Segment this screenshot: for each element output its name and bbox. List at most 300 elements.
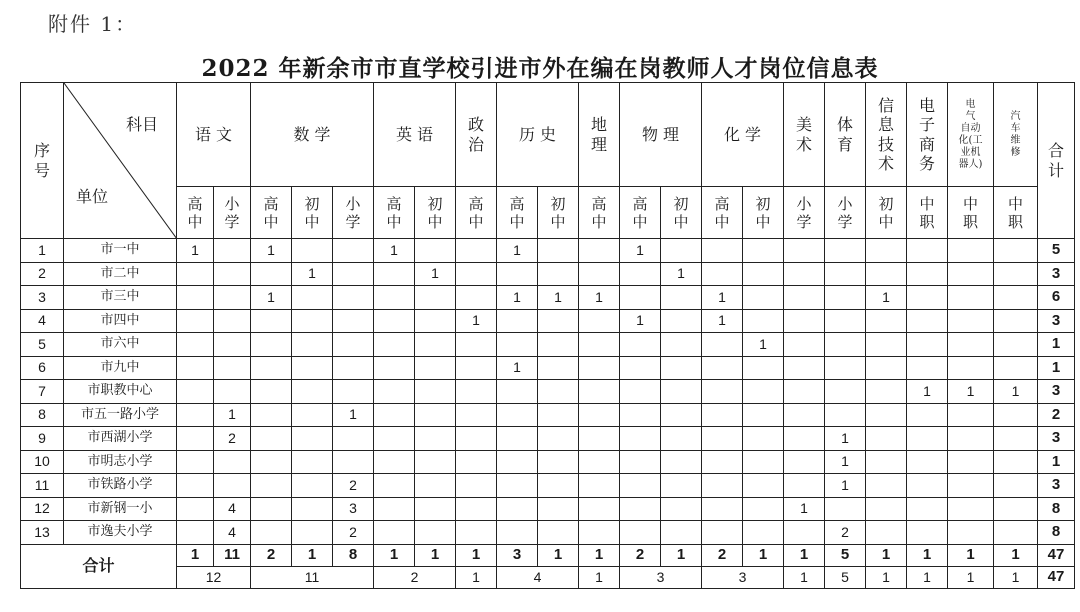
row-total: 3 — [1038, 380, 1075, 404]
position-count — [994, 427, 1038, 451]
position-count — [661, 403, 702, 427]
position-count — [177, 521, 214, 545]
position-count — [866, 262, 907, 286]
position-count — [743, 356, 784, 380]
position-count: 1 — [292, 262, 333, 286]
row-seq: 5 — [21, 333, 64, 357]
subject-sum: 1 — [948, 566, 994, 588]
position-count — [538, 450, 579, 474]
position-count — [456, 450, 497, 474]
position-count — [948, 286, 994, 310]
position-count — [579, 403, 620, 427]
position-count — [456, 427, 497, 451]
position-count: 1 — [456, 309, 497, 333]
position-count — [251, 262, 292, 286]
table-row — [21, 427, 1075, 451]
position-count — [743, 239, 784, 263]
position-count — [374, 333, 415, 357]
level-header: 中 职 — [907, 187, 948, 239]
subject-sum: 1 — [784, 566, 825, 588]
position-count — [374, 286, 415, 310]
row-seq: 12 — [21, 497, 64, 521]
position-count — [497, 309, 538, 333]
level-sum: 5 — [825, 544, 866, 566]
sum-label: 合计 — [21, 544, 177, 588]
table-row — [21, 521, 1075, 545]
position-count — [415, 521, 456, 545]
position-count — [415, 497, 456, 521]
position-count — [456, 380, 497, 404]
level-sum: 1 — [292, 544, 333, 566]
position-count — [994, 403, 1038, 427]
position-count — [538, 309, 579, 333]
position-count — [825, 239, 866, 263]
grand-total: 47 — [1038, 544, 1075, 566]
position-count — [784, 262, 825, 286]
subject-header: 数 学 — [251, 83, 374, 187]
level-sum: 1 — [743, 544, 784, 566]
position-count — [702, 262, 743, 286]
level-sum: 11 — [214, 544, 251, 566]
position-count — [743, 380, 784, 404]
position-count: 4 — [214, 521, 251, 545]
position-count: 1 — [415, 262, 456, 286]
position-count — [948, 450, 994, 474]
table-row — [21, 309, 1075, 333]
position-count — [743, 427, 784, 451]
position-count — [907, 309, 948, 333]
table-row — [21, 333, 1075, 357]
position-count — [251, 309, 292, 333]
position-count — [374, 309, 415, 333]
position-count — [251, 356, 292, 380]
position-count — [579, 309, 620, 333]
position-count — [292, 427, 333, 451]
level-header: 高 中 — [374, 187, 415, 239]
row-total: 8 — [1038, 521, 1075, 545]
position-count — [743, 309, 784, 333]
row-seq: 1 — [21, 239, 64, 263]
school-name: 市逸夫小学 — [64, 521, 177, 545]
row-total: 5 — [1038, 239, 1075, 263]
row-seq: 11 — [21, 474, 64, 498]
subject-header: 化 学 — [702, 83, 784, 187]
level-header: 初 中 — [538, 187, 579, 239]
position-count — [743, 450, 784, 474]
position-count: 1 — [825, 474, 866, 498]
position-count — [333, 356, 374, 380]
position-count: 4 — [214, 497, 251, 521]
school-name: 市二中 — [64, 262, 177, 286]
position-count — [497, 333, 538, 357]
position-count — [415, 309, 456, 333]
position-count — [538, 427, 579, 451]
level-sum: 2 — [251, 544, 292, 566]
row-seq: 7 — [21, 380, 64, 404]
subject-header: 历 史 — [497, 83, 579, 187]
subject-sum: 12 — [177, 566, 251, 588]
position-count — [743, 474, 784, 498]
position-count — [784, 450, 825, 474]
position-count — [948, 356, 994, 380]
position-count: 1 — [374, 239, 415, 263]
position-count — [620, 333, 661, 357]
position-count — [825, 356, 866, 380]
level-header: 高 中 — [620, 187, 661, 239]
position-count: 1 — [994, 380, 1038, 404]
level-sum: 2 — [620, 544, 661, 566]
position-count — [415, 286, 456, 310]
position-count — [177, 356, 214, 380]
position-count — [825, 403, 866, 427]
position-count — [784, 239, 825, 263]
subject-header: 体 育 — [825, 83, 866, 187]
level-sum: 3 — [497, 544, 538, 566]
position-count — [702, 380, 743, 404]
position-count — [866, 427, 907, 451]
subject-header: 美 术 — [784, 83, 825, 187]
position-count — [948, 309, 994, 333]
school-name: 市九中 — [64, 356, 177, 380]
position-count — [177, 427, 214, 451]
subject-sum: 1 — [456, 566, 497, 588]
position-count — [579, 333, 620, 357]
position-count — [784, 474, 825, 498]
table-row — [21, 497, 1075, 521]
subject-header: 地 理 — [579, 83, 620, 187]
level-sum: 2 — [702, 544, 743, 566]
position-count — [497, 380, 538, 404]
position-count — [333, 239, 374, 263]
position-count: 1 — [702, 286, 743, 310]
position-count — [784, 427, 825, 451]
position-count — [374, 521, 415, 545]
row-seq: 8 — [21, 403, 64, 427]
position-count — [497, 521, 538, 545]
position-count — [292, 521, 333, 545]
level-header: 高 中 — [456, 187, 497, 239]
position-count — [333, 262, 374, 286]
position-count — [292, 450, 333, 474]
position-count — [866, 403, 907, 427]
school-name: 市一中 — [64, 239, 177, 263]
position-count — [948, 239, 994, 263]
position-count — [292, 474, 333, 498]
subject-sum: 1 — [866, 566, 907, 588]
position-count — [415, 474, 456, 498]
position-count — [538, 497, 579, 521]
level-header: 小 学 — [825, 187, 866, 239]
level-sum: 1 — [415, 544, 456, 566]
level-sum: 1 — [866, 544, 907, 566]
position-count — [579, 356, 620, 380]
position-count — [579, 521, 620, 545]
table-row — [21, 403, 1075, 427]
position-count — [661, 286, 702, 310]
level-header: 小 学 — [214, 187, 251, 239]
position-count — [743, 497, 784, 521]
position-count — [177, 309, 214, 333]
position-count — [907, 286, 948, 310]
position-count — [292, 356, 333, 380]
table-row — [21, 474, 1075, 498]
subject-header: 电 气 自动 化(工 业机 器人) — [948, 83, 994, 187]
position-count — [948, 403, 994, 427]
position-count: 1 — [620, 239, 661, 263]
position-count — [251, 403, 292, 427]
level-sum: 1 — [661, 544, 702, 566]
position-count — [994, 450, 1038, 474]
position-count: 1 — [497, 239, 538, 263]
position-count — [177, 286, 214, 310]
position-count: 1 — [251, 286, 292, 310]
position-count — [177, 474, 214, 498]
position-count — [948, 262, 994, 286]
level-sum: 1 — [907, 544, 948, 566]
subject-sum: 1 — [994, 566, 1038, 588]
row-total: 3 — [1038, 427, 1075, 451]
position-count — [177, 333, 214, 357]
subject-sum: 11 — [251, 566, 374, 588]
subject-sum: 1 — [907, 566, 948, 588]
position-count — [702, 333, 743, 357]
position-count — [214, 286, 251, 310]
subject-sum: 1 — [579, 566, 620, 588]
position-count — [948, 333, 994, 357]
position-count — [579, 380, 620, 404]
position-count — [743, 286, 784, 310]
attachment-label: 附件 1： — [48, 12, 138, 36]
position-count — [907, 262, 948, 286]
position-count: 1 — [743, 333, 784, 357]
position-count — [497, 403, 538, 427]
position-count — [251, 380, 292, 404]
subject-sum: 3 — [620, 566, 702, 588]
position-count — [948, 497, 994, 521]
position-count — [661, 474, 702, 498]
school-name: 市六中 — [64, 333, 177, 357]
position-count — [994, 239, 1038, 263]
position-count — [907, 403, 948, 427]
position-count — [374, 474, 415, 498]
position-count — [702, 427, 743, 451]
position-count — [292, 286, 333, 310]
position-count: 1 — [538, 286, 579, 310]
position-count — [784, 286, 825, 310]
position-count — [415, 427, 456, 451]
school-name: 市职教中心 — [64, 380, 177, 404]
position-count: 1 — [825, 450, 866, 474]
position-count — [333, 333, 374, 357]
position-count — [743, 262, 784, 286]
position-count — [948, 521, 994, 545]
position-count — [994, 497, 1038, 521]
table-row — [21, 239, 1075, 263]
position-count — [620, 427, 661, 451]
subject-header: 汽 车 维 修 — [994, 83, 1038, 187]
unit-corner-label: 单位 — [76, 187, 109, 206]
level-header: 初 中 — [661, 187, 702, 239]
row-total: 8 — [1038, 497, 1075, 521]
position-count — [866, 333, 907, 357]
table-row — [21, 262, 1075, 286]
position-count — [456, 403, 497, 427]
position-count — [177, 403, 214, 427]
level-sum: 1 — [948, 544, 994, 566]
sum-row-levels — [21, 544, 1075, 566]
row-seq: 2 — [21, 262, 64, 286]
position-count: 1 — [702, 309, 743, 333]
table-row — [21, 356, 1075, 380]
position-count — [538, 403, 579, 427]
position-count — [333, 427, 374, 451]
level-sum: 1 — [374, 544, 415, 566]
position-count — [415, 239, 456, 263]
position-count — [456, 239, 497, 263]
position-count: 1 — [907, 380, 948, 404]
position-count — [702, 497, 743, 521]
row-total: 6 — [1038, 286, 1075, 310]
position-count — [620, 521, 661, 545]
position-count — [214, 474, 251, 498]
position-count — [825, 309, 866, 333]
position-count: 1 — [251, 239, 292, 263]
position-count: 1 — [784, 497, 825, 521]
position-count — [579, 427, 620, 451]
position-count — [579, 239, 620, 263]
position-count: 1 — [497, 286, 538, 310]
level-header: 高 中 — [497, 187, 538, 239]
position-count: 1 — [333, 403, 374, 427]
position-count — [825, 333, 866, 357]
position-count — [994, 286, 1038, 310]
position-count — [907, 474, 948, 498]
position-count — [907, 239, 948, 263]
position-count — [743, 521, 784, 545]
position-count — [784, 356, 825, 380]
position-count — [333, 380, 374, 404]
position-count: 1 — [825, 427, 866, 451]
level-sum: 8 — [333, 544, 374, 566]
position-count — [292, 333, 333, 357]
level-sum: 1 — [538, 544, 579, 566]
position-count — [538, 262, 579, 286]
school-name: 市三中 — [64, 286, 177, 310]
grand-total: 47 — [1038, 566, 1075, 588]
position-count — [497, 262, 538, 286]
position-count — [784, 309, 825, 333]
position-count — [661, 356, 702, 380]
sum-row-subjects — [21, 566, 1075, 588]
position-count — [177, 497, 214, 521]
seq-header: 序 号 — [21, 83, 64, 239]
position-count — [661, 309, 702, 333]
subject-sum: 2 — [374, 566, 456, 588]
level-sum: 1 — [994, 544, 1038, 566]
row-seq: 13 — [21, 521, 64, 545]
subject-sum: 4 — [497, 566, 579, 588]
level-sum: 1 — [456, 544, 497, 566]
position-count — [661, 497, 702, 521]
position-count — [866, 474, 907, 498]
level-header: 初 中 — [415, 187, 456, 239]
position-count — [374, 380, 415, 404]
position-count — [214, 309, 251, 333]
position-count: 2 — [214, 427, 251, 451]
position-count — [292, 403, 333, 427]
level-header: 初 中 — [866, 187, 907, 239]
level-header: 中 职 — [948, 187, 994, 239]
position-count — [456, 521, 497, 545]
position-count — [825, 286, 866, 310]
row-total: 3 — [1038, 309, 1075, 333]
position-count: 1 — [948, 380, 994, 404]
position-count — [415, 333, 456, 357]
position-count — [994, 309, 1038, 333]
position-count — [620, 450, 661, 474]
school-name: 市新钢一小 — [64, 497, 177, 521]
position-count — [907, 497, 948, 521]
subject-header: 语 文 — [177, 83, 251, 187]
position-count — [497, 474, 538, 498]
position-count — [292, 497, 333, 521]
subject-sum: 5 — [825, 566, 866, 588]
position-count — [538, 239, 579, 263]
subject-header: 英 语 — [374, 83, 456, 187]
position-count — [333, 309, 374, 333]
school-name: 市铁路小学 — [64, 474, 177, 498]
position-count — [784, 521, 825, 545]
position-count — [866, 380, 907, 404]
position-count — [538, 356, 579, 380]
position-count — [538, 521, 579, 545]
position-count — [702, 403, 743, 427]
position-count — [866, 239, 907, 263]
row-seq: 3 — [21, 286, 64, 310]
position-count — [661, 333, 702, 357]
position-count — [415, 356, 456, 380]
position-count — [292, 309, 333, 333]
level-header: 小 学 — [333, 187, 374, 239]
position-count — [456, 262, 497, 286]
school-name: 市四中 — [64, 309, 177, 333]
page-title: 2022 年新余市市直学校引进市外在编在岗教师人才岗位信息表 — [201, 55, 879, 82]
level-sum: 1 — [177, 544, 214, 566]
row-seq: 4 — [21, 309, 64, 333]
position-count — [866, 521, 907, 545]
position-count — [177, 262, 214, 286]
position-count — [661, 427, 702, 451]
position-count — [456, 286, 497, 310]
position-count: 3 — [333, 497, 374, 521]
row-seq: 9 — [21, 427, 64, 451]
position-count — [251, 497, 292, 521]
position-count — [333, 286, 374, 310]
position-count — [374, 403, 415, 427]
position-count — [415, 403, 456, 427]
position-count — [251, 333, 292, 357]
school-name: 市明志小学 — [64, 450, 177, 474]
position-count — [907, 521, 948, 545]
level-header: 中 职 — [994, 187, 1038, 239]
position-count — [784, 380, 825, 404]
position-count — [251, 427, 292, 451]
position-count — [620, 474, 661, 498]
position-count — [497, 497, 538, 521]
position-count: 1 — [620, 309, 661, 333]
position-count — [456, 474, 497, 498]
position-count — [825, 262, 866, 286]
